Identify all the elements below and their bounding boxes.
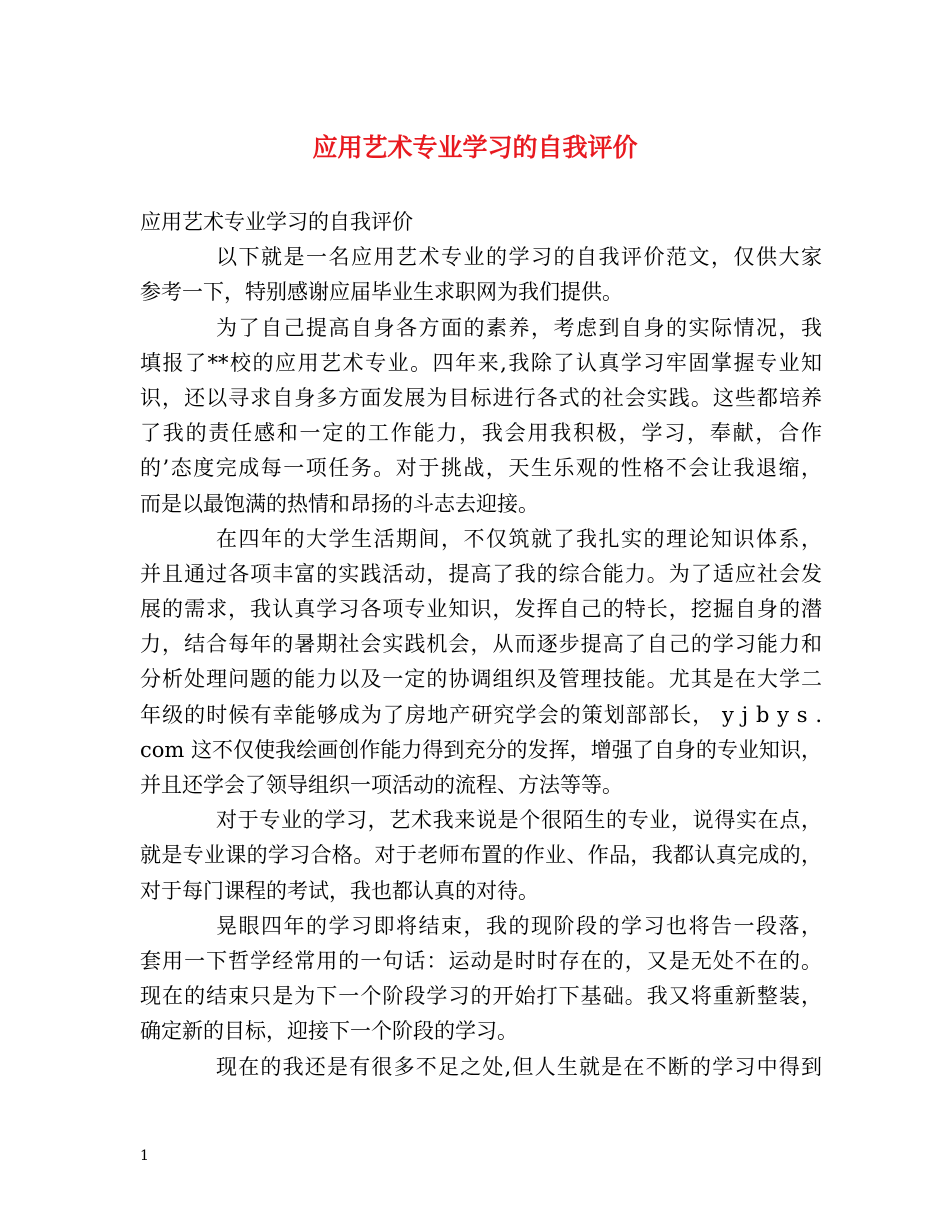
body-line: 的’态度完成每一项任务。对于挑战，天生乐观的性格不会让我退缩，	[140, 456, 822, 481]
body-line: 现在的结束只是为下一个阶段学习的开始打下基础。我又将重新整装，	[140, 984, 822, 1009]
page-number: 1	[140, 1148, 149, 1164]
body-line: 了我的责任感和一定的工作能力，我会用我积极，学习，奉献，合作	[140, 421, 822, 446]
body-line: 而是以最饱满的热情和昂扬的斗志去迎接。	[140, 491, 539, 516]
body-line: 晃眼四年的学习即将结束，我的现阶段的学习也将告一段落，	[216, 913, 822, 938]
body-line: 填报了**校的应用艺术专业。四年来,我除了认真学习牢固掌握专业知	[140, 350, 822, 375]
body-line: 确定新的目标，迎接下一个阶段的学习。	[140, 1019, 518, 1044]
body-line: 展的需求，我认真学习各项专业知识，发挥自己的特长，挖掘自身的潜	[140, 597, 822, 622]
body-line: 分析处理问题的能力以及一定的协调组织及管理技能。尤其是在大学二	[140, 667, 822, 692]
body-line: 参考一下，特别感谢应届毕业生求职网为我们提供。	[140, 280, 623, 305]
body-line: 在四年的大学生活期间，不仅筑就了我扎实的理论知识体系，	[216, 526, 822, 551]
body-line: 年级的时候有幸能够成为了房地产研究学会的策划部部长， y j b y s .	[140, 702, 822, 727]
body-line: 力，结合每年的暑期社会实践机会，从而逐步提高了自己的学习能力和	[140, 632, 822, 657]
body-line: 识，还以寻求自身多方面发展为目标进行各式的社会实践。这些都培养	[140, 385, 822, 410]
subtitle-line: 应用艺术专业学习的自我评价	[140, 210, 413, 234]
body-line: 对于每门课程的考试，我也都认真的对待。	[140, 878, 539, 903]
body-line: 对于专业的学习，艺术我来说是个很陌生的专业，说得实在点，	[216, 808, 822, 833]
body-line: 并且还学会了领导组织一项活动的流程、方法等等。	[140, 773, 623, 797]
body-line: com 这不仅使我绘画创作能力得到充分的发挥，增强了自身的专业知识，	[140, 737, 822, 762]
body-line: 并且通过各项丰富的实践活动，提高了我的综合能力。为了适应社会发	[140, 561, 822, 586]
document-body	[140, 205, 822, 1085]
body-line: 现在的我还是有很多不足之处,但人生就是在不断的学习中得到	[216, 1054, 822, 1079]
document-title: 应用艺术专业学习的自我评价	[312, 133, 638, 162]
body-line: 就是专业课的学习合格。对于老师布置的作业、作品，我都认真完成的，	[140, 843, 822, 868]
body-line: 为了自己提高自身各方面的素养，考虑到自身的实际情况，我	[216, 315, 822, 340]
body-line: 以下就是一名应用艺术专业的学习的自我评价范文，仅供大家	[216, 245, 822, 270]
body-line: 套用一下哲学经常用的一句话：运动是时时存在的，又是无处不在的。	[140, 948, 822, 973]
